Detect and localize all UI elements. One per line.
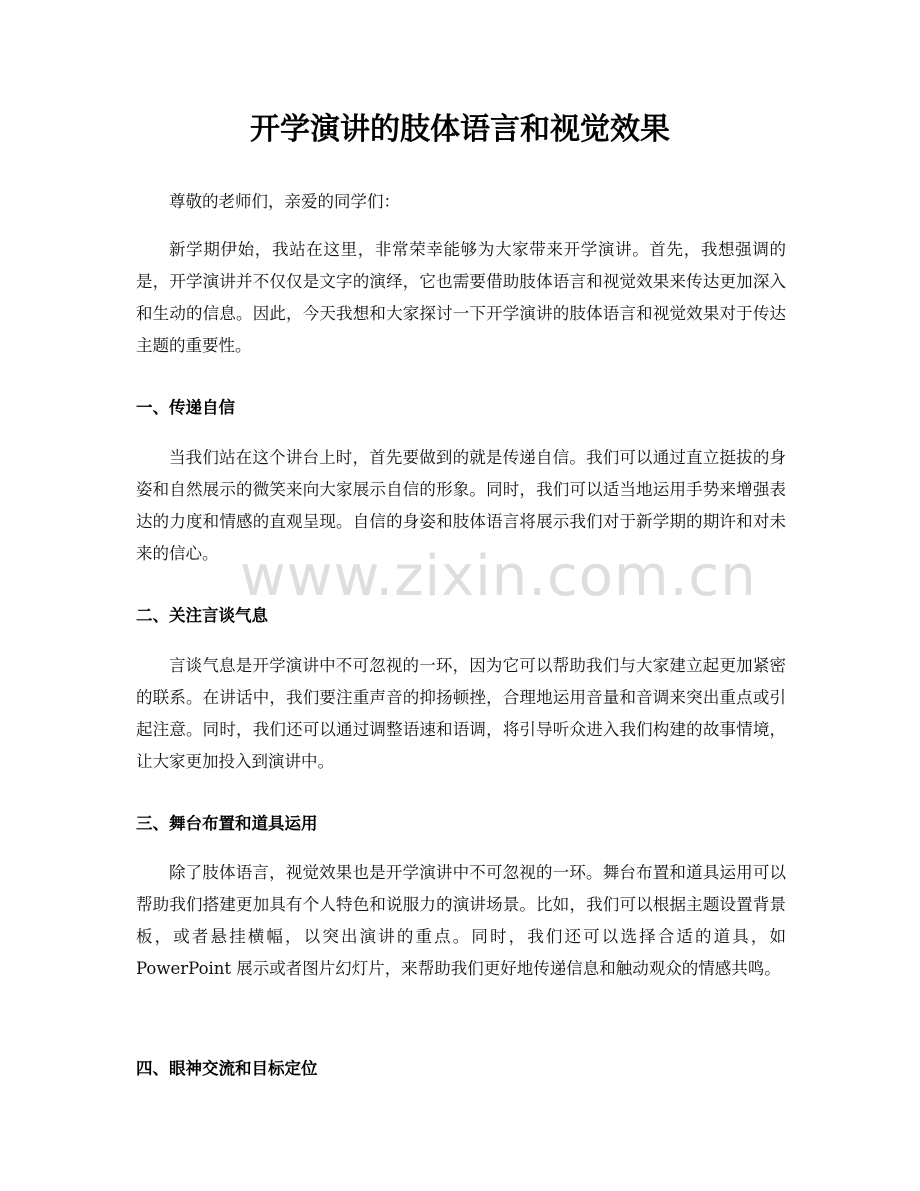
greeting: 尊敬的老师们，亲爱的同学们： xyxy=(169,192,400,211)
section-body-2: 言谈气息是开学演讲中不可忽视的一环，因为它可以帮助我们与大家建立起更加紧密的联系。在讲话中，我们要注重声音的抑扬顿挫，合理地运用音量和音调来突出重点或引起注意。同时，我们还可以通过调整语速和语调，将引导听众进入我们构建的故事情境，让大家更加投入到演讲中。 xyxy=(136,656,786,771)
section-heading-2: 二、关注言谈气息 xyxy=(136,606,268,625)
watermark: www.zixin.com.cn xyxy=(240,544,757,609)
section-body-3: 除了肢体语言，视觉效果也是开学演讲中不可忽视的一环。舞台布置和道具运用可以帮助我们搭建更加具有个人特色和说服力的演讲场景。比如，我们可以根据主题设置背景板，或者悬挂横幅，以突出演讲的重点。同时，我们还可以选择合适的道具，如 PowerPoint 展示或者图片幻灯片，来帮助我们更好地传递信息和触动观众的情感共鸣。 xyxy=(136,863,786,978)
section-heading-1: 一、传递自信 xyxy=(136,398,235,417)
section-body-1: 当我们站在这个讲台上时，首先要做到的就是传递自信。我们可以通过直立挺拔的身姿和自然展示的微笑来向大家展示自信的形象。同时，我们可以适当地运用手势来增强表达的力度和情感的直观呈现。自信的身姿和肢体语言将展示我们对于新学期的期许和对未来的信心。 xyxy=(136,448,786,563)
section-heading-4: 四、眼神交流和目标定位 xyxy=(136,1059,318,1078)
intro-paragraph: 新学期伊始，我站在这里，非常荣幸能够为大家带来开学演讲。首先，我想强调的是，开学演讲并不仅仅是文字的演绎，它也需要借助肢体语言和视觉效果来传达更加深入和生动的信息。因此，今天我想和大家探讨一下开学演讲的肢体语言和视觉效果对于传达主题的重要性。 xyxy=(136,240,786,355)
section-heading-3: 三、舞台布置和道具运用 xyxy=(136,814,318,833)
document-title: 开学演讲的肢体语言和视觉效果 xyxy=(250,112,670,147)
